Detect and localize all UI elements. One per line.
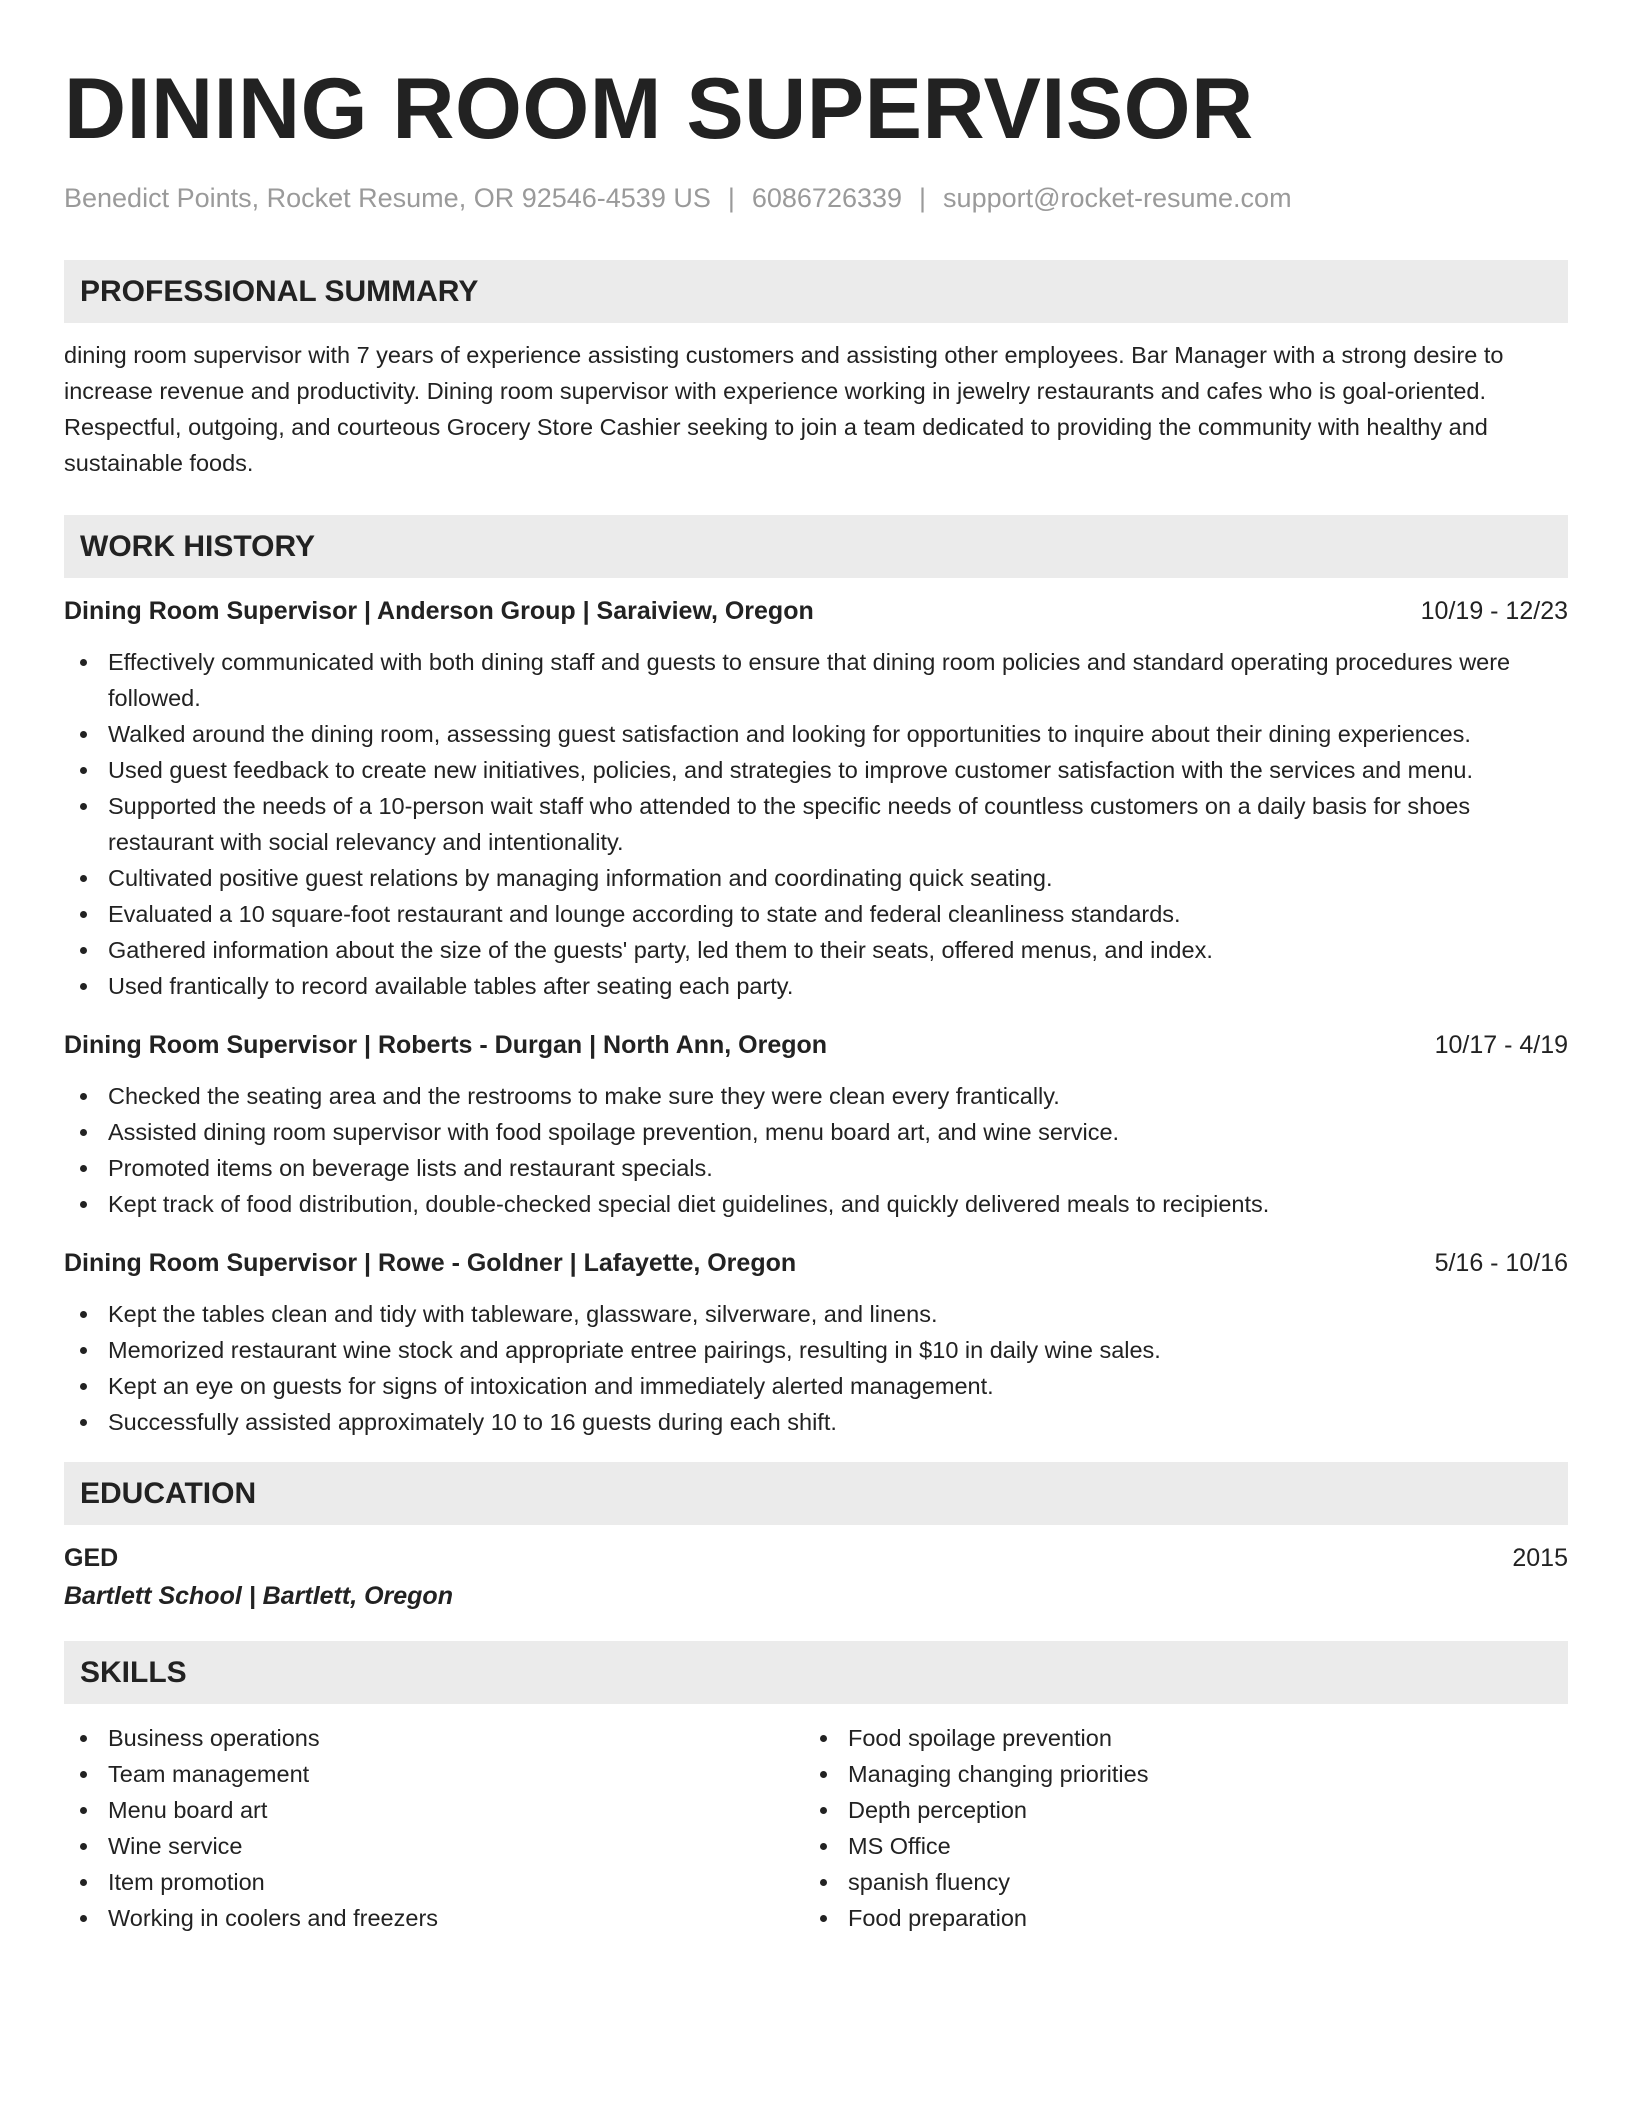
contact-separator: | [919,183,927,213]
job-bullet: Evaluated a 10 square-foot restaurant and lounge according to state and federal cleanliness standards. [64,896,1568,932]
job-entry [64,1248,1568,1440]
skill-item: Managing changing priorities [804,1756,1148,1792]
summary-text: dining room supervisor with 7 years of experience assisting customers and assisting other employees. Bar Manager with a strong desire to increase revenue and productivity. Dining room supervisor with experience working in jewelry restaurants and cafes who is goal-oriented. Respectful, outgoing, and courteous Grocery Store Cashier seeking to join a team dedicated to providing the community with healthy and sustainable foods. [64,342,1504,477]
job-title: Dining Room Supervisor | Rowe - Goldner | Lafayette, Oregon [64,1249,797,1278]
job-bullet: Kept an eye on guests for signs of intoxication and immediately alerted management. [64,1368,1568,1404]
job-bullets [64,1296,1568,1440]
contact-phone: 6086726339 [751,183,903,213]
resume-name: DINING ROOM SUPERVISOR [64,61,1254,157]
skills-heading: SKILLS [64,1641,1568,1704]
job-entry [64,596,1568,1004]
contact-line [64,182,1568,214]
job-dates: 10/19 - 12/23 [1420,597,1568,626]
skills-list-left [64,1720,804,1936]
job-bullet: Promoted items on beverage lists and restaurant specials. [64,1150,1568,1186]
job-header [64,1030,1568,1060]
job-bullet: Assisted dining room supervisor with food spoilage prevention, menu board art, and wine service. [64,1114,1568,1150]
job-dates: 5/16 - 10/16 [1434,1249,1568,1278]
skill-item: Item promotion [64,1864,804,1900]
job-header [64,596,1568,626]
job-entry [64,1030,1568,1222]
skill-item: Business operations [64,1720,804,1756]
skill-item: Wine service [64,1828,804,1864]
job-bullet: Checked the seating area and the restrooms to make sure they were clean every frantically. [64,1078,1568,1114]
education-degree: GED [64,1544,119,1573]
job-title: Dining Room Supervisor | Anderson Group | Saraiview, Oregon [64,597,814,626]
job-bullet: Successfully assisted approximately 10 to 16 guests during each shift. [64,1404,1568,1440]
skill-item: Food preparation [804,1900,1148,1936]
job-bullet: Supported the needs of a 10-person wait staff who attended to the specific needs of countless customers on a daily basis for shoes restaurant with social relevancy and intentionality. [64,788,1568,860]
work-history-heading: WORK HISTORY [64,515,1568,578]
job-bullet: Used frantically to record available tables after seating each party. [64,968,1568,1004]
contact-address: Benedict Points, Rocket Resume, OR 92546-4539 US [64,183,711,213]
job-bullet: Kept the tables clean and tidy with tableware, glassware, silverware, and linens. [64,1296,1568,1332]
education-heading: EDUCATION [64,1462,1568,1525]
contact-separator: | [727,183,735,213]
job-bullet: Cultivated positive guest relations by managing information and coordinating quick seating. [64,860,1568,896]
contact-email: support@rocket-resume.com [943,183,1292,213]
education-year: 2015 [1512,1544,1568,1573]
skill-item: MS Office [804,1828,1148,1864]
job-dates: 10/17 - 4/19 [1434,1031,1568,1060]
job-bullet: Effectively communicated with both dining staff and guests to ensure that dining room policies and standard operating procedures were followed. [64,644,1568,716]
skill-item: Team management [64,1756,804,1792]
education-row [64,1543,1568,1573]
job-bullet: Used guest feedback to create new initiatives, policies, and strategies to improve customer satisfaction with the services and menu. [64,752,1568,788]
job-bullets [64,644,1568,1004]
summary-heading: PROFESSIONAL SUMMARY [64,260,1568,323]
job-bullet: Memorized restaurant wine stock and appropriate entree pairings, resulting in $10 in daily wine sales. [64,1332,1568,1368]
skill-item: spanish fluency [804,1864,1148,1900]
skill-item: Depth perception [804,1792,1148,1828]
job-title: Dining Room Supervisor | Roberts - Durgan | North Ann, Oregon [64,1031,828,1060]
skills-columns [64,1720,1568,1936]
skills-list-right [804,1720,1148,1936]
education-school: Bartlett School | Bartlett, Oregon [64,1582,453,1611]
skill-item: Menu board art [64,1792,804,1828]
job-bullet: Gathered information about the size of the guests' party, led them to their seats, offered menus, and index. [64,932,1568,968]
job-bullet: Walked around the dining room, assessing guest satisfaction and looking for opportunities to inquire about their dining experiences. [64,716,1568,752]
skill-item: Working in coolers and freezers [64,1900,804,1936]
job-header [64,1248,1568,1278]
skill-item: Food spoilage prevention [804,1720,1148,1756]
job-bullet: Kept track of food distribution, double-checked special diet guidelines, and quickly delivered meals to recipients. [64,1186,1568,1222]
education-entry [64,1543,1568,1611]
job-bullets [64,1078,1568,1222]
